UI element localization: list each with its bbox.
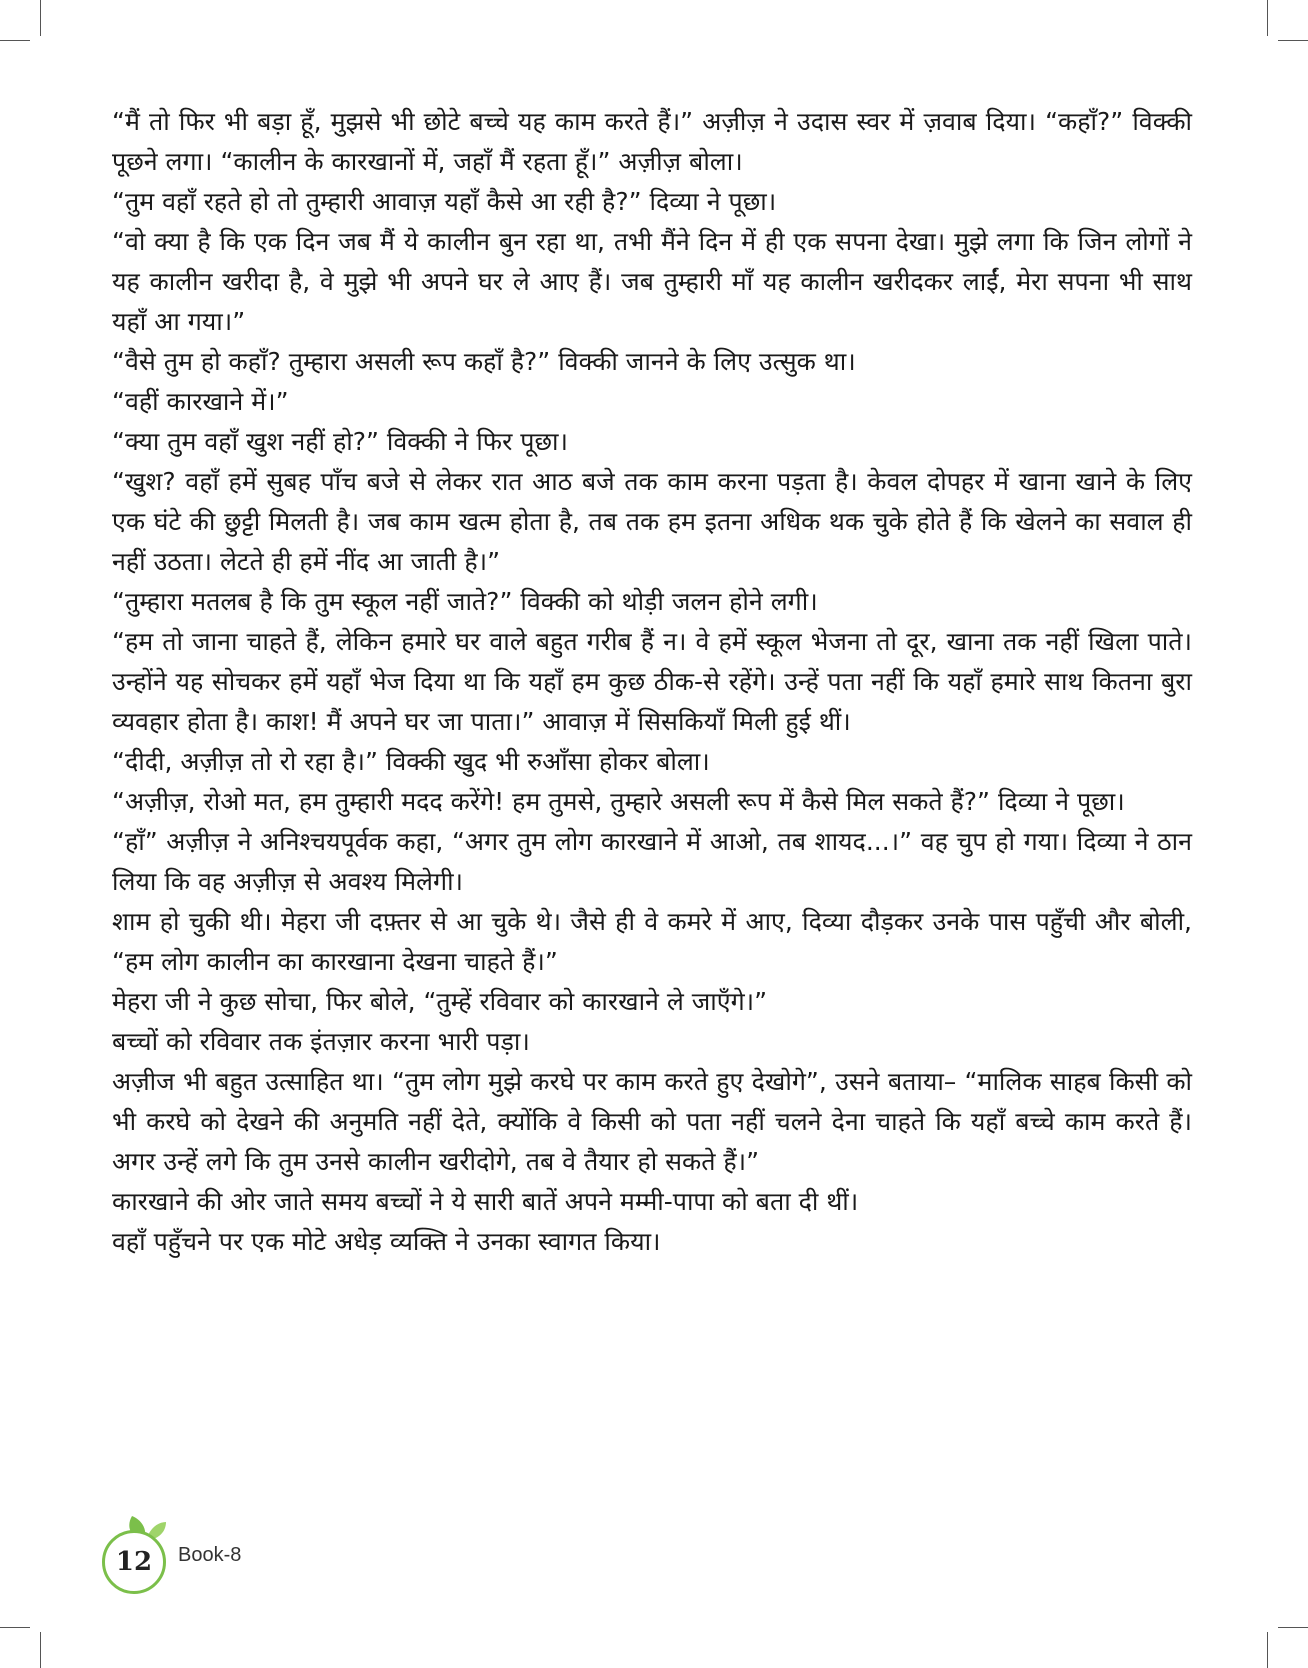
book-label: Book-8 xyxy=(178,1544,242,1566)
paragraph: “हाँ” अज़ीज़ ने अनिश्चयपूर्वक कहा, “अगर तुम लोग कारखाने में आओ, तब शायद...।” वह चुप हो गया। दिव्या ने ठान लिया कि वह अज़ीज़ से अवश्य मिलेगी। xyxy=(112,827,1192,896)
paragraph: अज़ीज भी बहुत उत्साहित था। “तुम लोग मुझे करघे पर काम करते हुए देखोगे”, उसने बताया– “मालिक साहब किसी को भी करघे को देखने की अनुमति नहीं देते, क्योंकि वे किसी को पता नहीं चलने देना चाहते कि यहाँ बच्चे काम करते हैं। अगर उन्हें लगे कि तुम उनसे कालीन खरीदोगे, तब वे तैयार हो सकते हैं।” xyxy=(112,1067,1193,1176)
paragraph: बच्चों को रविवार तक इंतज़ार करना भारी पड़ा। xyxy=(112,1027,530,1056)
paragraph: कारखाने की ओर जाते समय बच्चों ने ये सारी बातें अपने मम्मी-पापा को बता दी थीं। xyxy=(112,1187,859,1216)
paragraph: “दीदी, अज़ीज़ तो रो रहा है।” विक्की खुद भी रुआँसा होकर बोला। xyxy=(112,747,710,776)
story-text xyxy=(112,102,1192,1262)
paragraph: “खुश? वहाँ हमें सुबह पाँच बजे से लेकर रात आठ बजे तक काम करना पड़ता है। केवल दोपहर में खाना खाने के लिए एक घंटे की छुट्टी मिलती है। जब काम खत्म होता है, तब तक हम इतना अधिक थक चुके होते हैं कि खेलने का सवाल ही नहीं उठता। लेटते ही हमें नींद आ जाती है।” xyxy=(112,467,1192,576)
paragraph: “वैसे तुम हो कहाँ? तुम्हारा असली रूप कहाँ है?” विक्की जानने के लिए उत्सुक था। xyxy=(112,347,856,376)
paragraph: शाम हो चुकी थी। मेहरा जी दफ़्तर से आ चुके थे। जैसे ही वे कमरे में आए, दिव्या दौड़कर उनके पास पहुँची और बोली, “हम लोग कालीन का कारखाना देखना चाहते हैं।” xyxy=(112,907,1192,976)
paragraph: मेहरा जी ने कुछ सोचा, फिर बोले, “तुम्हें रविवार को कारखाने ले जाएँगे।” xyxy=(112,987,768,1016)
crop-mark-bottom-right-h xyxy=(1278,1627,1308,1628)
paragraph: “हम तो जाना चाहते हैं, लेकिन हमारे घर वाले बहुत गरीब हैं न। वे हमें स्कूल भेजना तो दूर, खाना तक नहीं खिला पाते। उन्होंने यह सोचकर हमें यहाँ भेज दिया था कि यहाँ हम कुछ ठीक-से रहेंगे। उन्हें पता नहीं कि यहाँ हमारे साथ कितना बुरा व्यवहार होता है। काश! मैं अपने घर जा पाता।” आवाज़ में सिसकियाँ मिली हुई थीं। xyxy=(112,627,1192,736)
crop-mark-top-left-h xyxy=(0,40,30,41)
page-footer xyxy=(96,1512,336,1612)
crop-mark-top-right-v xyxy=(1267,0,1268,36)
crop-mark-top-right-h xyxy=(1278,40,1308,41)
paragraph: “तुम्हारा मतलब है कि तुम स्कूल नहीं जाते?” विक्की को थोड़ी जलन होने लगी। xyxy=(112,587,818,616)
paragraph: “वो क्या है कि एक दिन जब मैं ये कालीन बुन रहा था, तभी मैंने दिन में ही एक सपना देखा। मुझे लगा कि जिन लोगों ने यह कालीन खरीदा है, वे मुझे भी अपने घर ले आए हैं। जब तुम्हारी माँ यह कालीन खरीदकर लाईं, मेरा सपना भी साथ यहाँ आ गया।” xyxy=(112,227,1192,336)
paragraph: “मैं तो फिर भी बड़ा हूँ, मुझसे भी छोटे बच्चे यह काम करते हैं।” अज़ीज़ ने उदास स्वर में ज़वाब दिया। “कहाँ?” विक्की पूछने लगा। “कालीन के कारखानों में, जहाँ मैं रहता हूँ।” अज़ीज़ बोला। xyxy=(112,107,1192,176)
crop-mark-bottom-left-h xyxy=(0,1627,30,1628)
paragraph: “तुम वहाँ रहते हो तो तुम्हारी आवाज़ यहाँ कैसे आ रही है?” दिव्या ने पूछा। xyxy=(112,187,777,216)
crop-mark-top-left-v xyxy=(40,0,41,36)
crop-mark-bottom-right-v xyxy=(1267,1632,1268,1668)
paragraph: “क्या तुम वहाँ खुश नहीं हो?” विक्की ने फिर पूछा। xyxy=(112,427,568,456)
paragraph: “अज़ीज़, रोओ मत, हम तुम्हारी मदद करेंगे! हम तुमसे, तुम्हारे असली रूप में कैसे मिल सकते हैं?” दिव्या ने पूछा। xyxy=(112,787,1125,816)
page-number: 12 xyxy=(115,1547,153,1577)
crop-mark-bottom-left-v xyxy=(40,1632,41,1668)
paragraph: “वहीं कारखाने में।” xyxy=(112,387,289,416)
paragraph: वहाँ पहुँचने पर एक मोटे अधेड़ व्यक्ति ने उनका स्वागत किया। xyxy=(112,1227,661,1256)
